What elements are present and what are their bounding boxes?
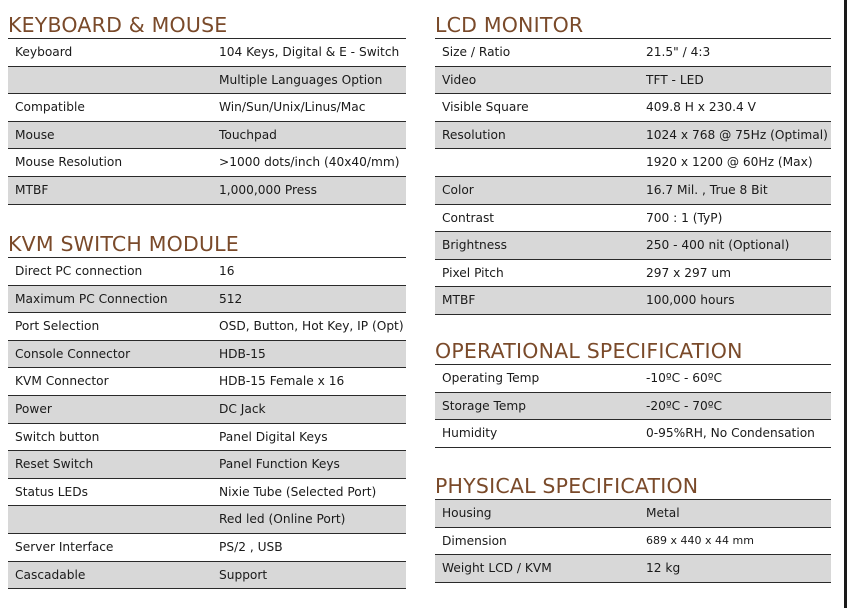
spec-row xyxy=(8,341,406,369)
section-title: KEYBOARD & MOUSE xyxy=(8,13,228,37)
spec-row xyxy=(8,479,406,507)
spec-value: 1920 x 1200 @ 60Hz (Max) xyxy=(646,155,813,170)
section-title: OPERATIONAL SPECIFICATION xyxy=(435,339,743,363)
spec-value: 16.7 Mil. , True 8 Bit xyxy=(646,182,768,197)
spec-label: Mouse Resolution xyxy=(15,155,123,170)
spec-row xyxy=(8,506,406,534)
spec-value: Support xyxy=(219,567,268,582)
spec-value: 297 x 297 um xyxy=(646,265,731,280)
spec-label: Compatible xyxy=(15,100,85,115)
spec-row xyxy=(8,451,406,479)
spec-value: Multiple Languages Option xyxy=(219,72,383,87)
spec-row xyxy=(435,39,831,67)
spec-label: Brightness xyxy=(442,238,507,253)
spec-row xyxy=(8,67,406,95)
spec-row xyxy=(8,122,406,150)
spec-label: Console Connector xyxy=(15,346,131,361)
keyboard-mouse-section xyxy=(8,12,406,205)
spec-label: Port Selection xyxy=(15,319,100,334)
physical-spec-section xyxy=(435,473,831,583)
spec-label: Status LEDs xyxy=(15,484,88,499)
spec-label: Switch button xyxy=(15,429,100,444)
spec-label: Power xyxy=(15,401,52,416)
spec-value: HDB-15 xyxy=(219,346,266,361)
section-title: KVM SWITCH MODULE xyxy=(8,232,239,256)
spec-row xyxy=(435,260,831,288)
spec-value: 16 xyxy=(219,264,235,278)
spec-label: Contrast xyxy=(442,210,495,225)
spec-value: Red led (Online Port) xyxy=(219,512,346,527)
spec-label: Size / Ratio xyxy=(442,45,511,59)
spec-label: Server Interface xyxy=(15,539,114,554)
spec-label: Resolution xyxy=(442,127,506,142)
spec-row xyxy=(435,177,831,205)
spec-row xyxy=(435,365,831,393)
lcd-monitor-section xyxy=(435,12,831,315)
spec-row xyxy=(435,287,831,315)
spec-value: Metal xyxy=(646,506,680,520)
spec-label: Keyboard xyxy=(15,45,73,59)
spec-row xyxy=(8,177,406,205)
spec-label: Visible Square xyxy=(442,100,529,115)
spec-label: Storage Temp xyxy=(442,398,527,413)
section-title: LCD MONITOR xyxy=(435,13,584,37)
spec-row xyxy=(435,205,831,233)
spec-value: Touchpad xyxy=(219,127,277,142)
spec-value: 689 x 440 x 44 mm xyxy=(646,533,754,547)
spec-row xyxy=(435,232,831,260)
spec-value: Nixie Tube (Selected Port) xyxy=(219,484,377,499)
spec-value: Win/Sun/Unix/Linus/Mac xyxy=(219,100,366,115)
operational-spec-section xyxy=(435,338,831,448)
spec-label: Dimension xyxy=(442,533,507,548)
spec-value: OSD, Button, Hot Key, IP (Opt) xyxy=(219,319,404,334)
spec-row xyxy=(8,258,406,286)
spec-value: Panel Digital Keys xyxy=(219,429,328,444)
spec-row xyxy=(435,555,831,583)
spec-row xyxy=(435,393,831,421)
spec-row xyxy=(435,67,831,95)
spec-value: DC Jack xyxy=(219,401,266,416)
spec-row xyxy=(435,149,831,177)
spec-value: 0-95%RH, No Condensation xyxy=(646,426,815,441)
spec-value: -10ºC - 60ºC xyxy=(646,371,723,385)
spec-label: Operating Temp xyxy=(442,371,540,385)
spec-label: Cascadable xyxy=(15,567,86,582)
spec-value: 1,000,000 Press xyxy=(219,182,317,197)
spec-row xyxy=(8,368,406,396)
spec-value: Panel Function Keys xyxy=(219,457,340,472)
spec-label: Maximum PC Connection xyxy=(15,291,168,306)
spec-value: 512 xyxy=(219,291,243,306)
spec-label: Mouse xyxy=(15,127,55,142)
spec-value: 100,000 hours xyxy=(646,293,735,308)
spec-value: 1024 x 768 @ 75Hz (Optimal) xyxy=(646,127,828,142)
spec-row xyxy=(8,424,406,452)
spec-row xyxy=(435,94,831,122)
spec-row xyxy=(8,313,406,341)
kvm-switch-section xyxy=(8,231,406,589)
spec-row xyxy=(435,500,831,528)
spec-row xyxy=(8,562,406,590)
spec-value: 250 - 400 nit (Optional) xyxy=(646,238,790,253)
spec-label: Reset Switch xyxy=(15,457,94,472)
spec-value: 104 Keys, Digital & E - Switch xyxy=(219,45,400,59)
spec-value: -20ºC - 70ºC xyxy=(646,398,723,413)
spec-value: 21.5" / 4:3 xyxy=(646,45,711,59)
spec-label: Direct PC connection xyxy=(15,264,143,278)
spec-label: Housing xyxy=(442,506,492,520)
spec-row xyxy=(8,39,406,67)
spec-row xyxy=(435,122,831,150)
spec-value: TFT - LED xyxy=(646,72,704,87)
spec-value: 700 : 1 (TyP) xyxy=(646,210,723,225)
spec-value: 409.8 H x 230.4 V xyxy=(646,100,756,115)
spec-label: MTBF xyxy=(442,293,476,308)
spec-row xyxy=(8,396,406,424)
spec-row xyxy=(8,286,406,314)
spec-value: PS/2 , USB xyxy=(219,539,283,554)
spec-label: Pixel Pitch xyxy=(442,265,504,280)
spec-row xyxy=(435,420,831,448)
section-title: PHYSICAL SPECIFICATION xyxy=(435,474,699,498)
spec-label: KVM Connector xyxy=(15,374,109,389)
spec-value: >1000 dots/inch (40x40/mm) xyxy=(219,155,400,170)
spec-label: MTBF xyxy=(15,182,49,197)
spec-row xyxy=(8,149,406,177)
spec-value: 12 kg xyxy=(646,561,681,576)
spec-label: Video xyxy=(442,72,477,87)
spec-label: Humidity xyxy=(442,426,498,441)
spec-row xyxy=(8,534,406,562)
spec-label: Weight LCD / KVM xyxy=(442,561,552,576)
spec-row xyxy=(8,94,406,122)
spec-value: HDB-15 Female x 16 xyxy=(219,374,345,389)
spec-label: Color xyxy=(442,182,474,197)
spec-row xyxy=(435,528,831,556)
